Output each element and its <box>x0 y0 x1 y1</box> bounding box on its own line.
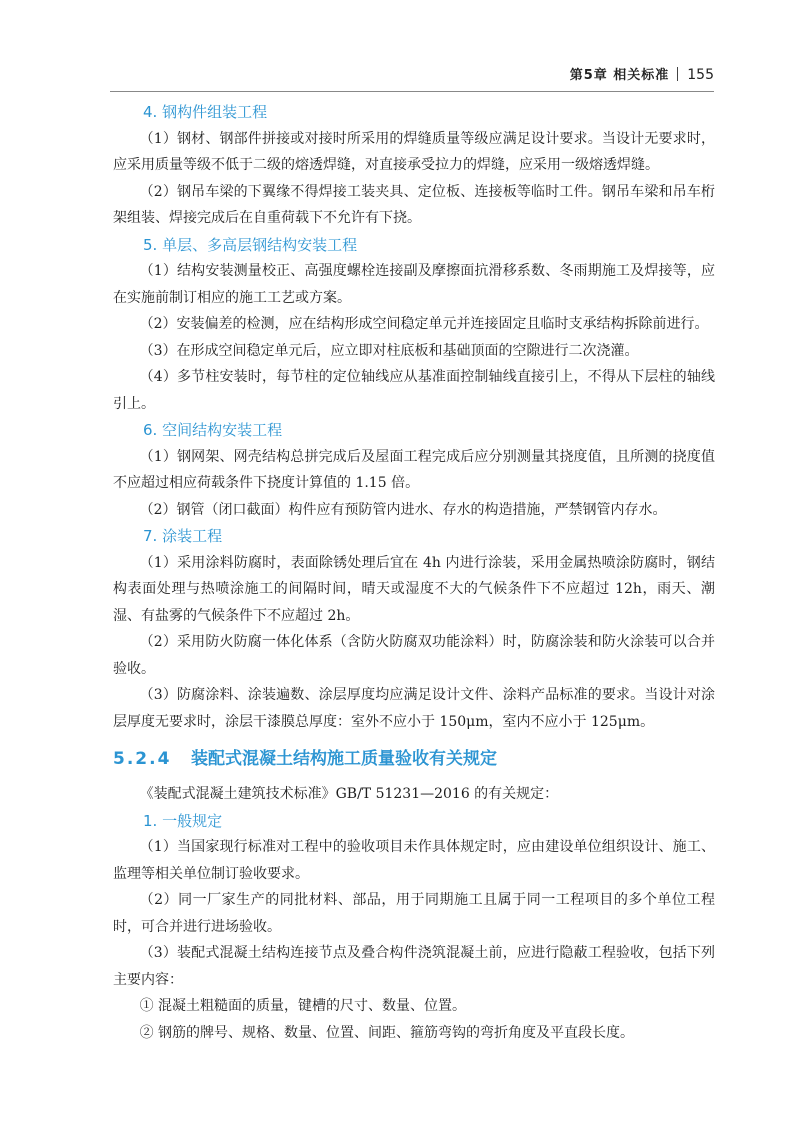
paragraph: （2）钢管（闭口截面）构件应有预防管内进水、存水的构造措施，严禁钢管内存水。 <box>139 501 667 518</box>
main-section-title: 装配式混凝土结构施工质量验收有关规定 <box>191 749 497 769</box>
paragraph: （1）钢材、钢部件拼接或对接时所采用的焊缝质量等级应满足设计要求。当设计无要求时，应采用质量等级不低于二级的熔透焊缝，对直接承受拉力的焊缝，应采用一级熔透焊缝。 <box>113 130 715 173</box>
page-body <box>113 99 715 1046</box>
list-item: ① 混凝土粗糙面的质量，键槽的尺寸、数量、位置。 <box>139 998 467 1014</box>
paragraph: （1）当国家现行标准对工程中的验收项目未作具体规定时，应由建设单位组织设计、施工、监理等相关单位制订验收要求。 <box>113 839 715 882</box>
header-separator <box>677 67 678 81</box>
section-heading-space-structure: 6. 空间结构安装工程 <box>143 421 283 439</box>
paragraph: （3）防腐涂料、涂装遍数、涂层厚度均应满足设计文件、涂料产品标准的要求。当设计对涂层厚度无要求时，涂层干漆膜总厚度：室外不应小于 150μm，室内不应小于 125μm。 <box>113 687 715 730</box>
section-heading-coating: 7. 涂装工程 <box>143 527 223 545</box>
paragraph: （2）安装偏差的检测，应在结构形成空间稳定单元并连接固定且临时支承结构拆除前进行。 <box>139 316 709 332</box>
main-section-heading <box>113 745 715 773</box>
header-rule <box>110 91 714 92</box>
section-heading-steel-assembly: 4. 钢构件组装工程 <box>143 103 268 121</box>
paragraph: （2）同一厂家生产的同批材料、部品，用于同期施工且属于同一工程项目的多个单位工程时，可合并进行进场验收。 <box>113 892 715 935</box>
paragraph: （1）结构安装测量校正、高强度螺栓连接副及摩擦面抗滑移系数、冬雨期施工及焊接等，应在实施前制订相应的施工工艺或方案。 <box>113 263 715 306</box>
paragraph: （2）采用防火防腐一体化体系（含防火防腐双功能涂料）时，防腐涂装和防火涂装可以合并验收。 <box>113 634 715 677</box>
list-item: ② 钢筋的牌号、规格、数量、位置、间距、箍筋弯钩的弯折角度及平直段长度。 <box>139 1024 635 1041</box>
paragraph: （3）在形成空间稳定单元后，应立即对柱底板和基础顶面的空隙进行二次浇灌。 <box>139 342 639 359</box>
main-section-number: 5.2.4 <box>113 749 172 769</box>
paragraph: （1）钢网架、网壳结构总拼完成后及屋面工程完成后应分别测量其挠度值，且所测的挠度值不应超过相应荷载条件下挠度计算值的 1.15 倍。 <box>113 448 715 491</box>
running-header <box>110 62 714 88</box>
page-number: 155 <box>687 67 714 83</box>
intro-paragraph: 《装配式混凝土建筑技术标准》GB/T 51231—2016 的有关规定： <box>139 786 559 802</box>
paragraph: （2）钢吊车梁的下翼缘不得焊接工装夹具、定位板、连接板等临时工件。钢吊车梁和吊车桁架组装、焊接完成后在自重荷载下不允许有下挠。 <box>113 183 715 226</box>
paragraph: （4）多节柱安装时，每节柱的定位轴线应从基准面控制轴线直接引上，不得从下层柱的轴线引上。 <box>113 369 715 412</box>
section-heading-steel-installation: 5. 单层、多高层钢结构安装工程 <box>143 235 358 254</box>
subheading-general: 1. 一般规定 <box>143 811 223 830</box>
paragraph: （3）装配式混凝土结构连接节点及叠合构件浇筑混凝土前，应进行隐蔽工程验收，包括下列主要内容： <box>113 945 715 988</box>
chapter-title: 第5章 相关标准 <box>569 68 670 83</box>
paragraph: （1）采用涂料防腐时，表面除锈处理后宜在 4h 内进行涂装，采用金属热喷涂防腐时，钢结构表面处理与热喷涂施工的间隔时间，晴天或湿度不大的气候条件下不应超过 12h，雨天、潮湿、有盐雾的气候条件下不应超过 2h。 <box>113 554 715 624</box>
